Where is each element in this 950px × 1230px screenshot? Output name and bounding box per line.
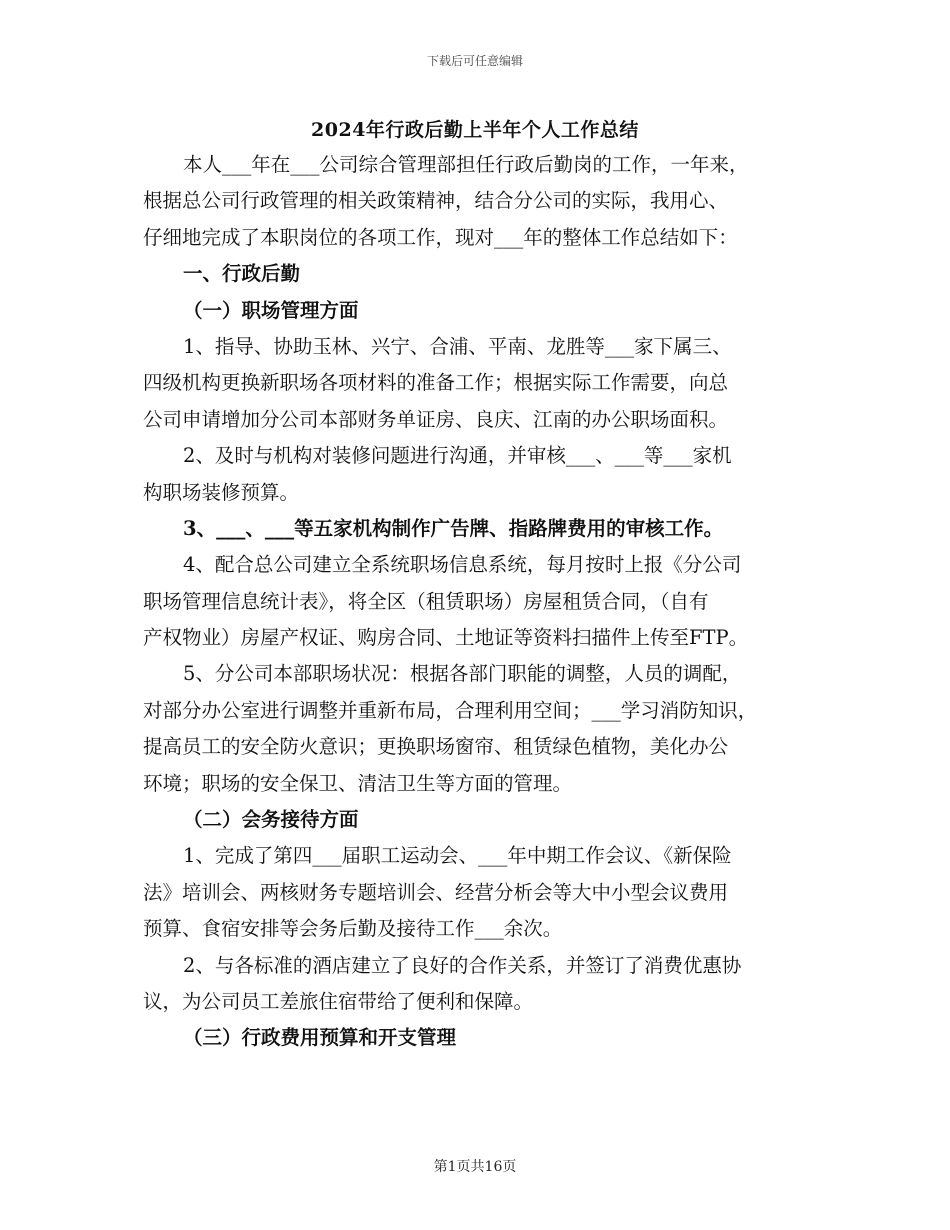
paragraph-line: 构职场装修预算。 xyxy=(143,480,300,504)
document-title: 2024年行政后勤上半年个人工作总结 xyxy=(311,119,639,141)
paragraph-line: 仔细地完成了本职岗位的各项工作，现对___年的整体工作总结如下： xyxy=(143,225,738,249)
subsection-heading: （一）职场管理方面 xyxy=(183,298,359,322)
paragraph-line: 职场管理信息统计表》，将全区（租赁职场）房屋租赁合同，（自有 xyxy=(143,589,709,613)
paragraph-line: 法》培训会、两核财务专题培训会、经营分析会等大中小型会议费用 xyxy=(143,880,729,904)
paragraph-line: 对部分办公室进行调整并重新布局，合理利用空间；___学习消防知识， xyxy=(143,698,758,722)
paragraph-line: 公司申请增加分公司本部财务单证房、良庆、江南的办公职场面积。 xyxy=(143,407,729,431)
document-body xyxy=(143,147,823,1057)
subsection-heading: （三）行政费用预算和开支管理 xyxy=(183,1026,457,1050)
paragraph-line: 四级机构更换新职场各项材料的准备工作；根据实际工作需要，向总 xyxy=(143,371,729,395)
paragraph-line: 产权物业）房屋产权证、购房合同、土地证等资料扫描件上传至FTP。 xyxy=(143,626,749,650)
paragraph-line: 议，为公司员工差旅住宿带给了便利和保障。 xyxy=(143,989,534,1013)
paragraph-line: 1、指导、协助玉林、兴宁、合浦、平南、龙胜等___家下属三、 xyxy=(183,334,732,358)
subsection-heading: （二）会务接待方面 xyxy=(183,808,359,832)
paragraph-line: 2、及时与机构对装修问题进行沟通，并审核___、___等___家机 xyxy=(183,444,732,468)
paragraph-line: 本人___年在___公司综合管理部担任行政后勤岗的工作，一年来， xyxy=(183,153,749,176)
paragraph-line: 2、与各标准的酒店建立了良好的合作关系，并签订了消费优惠协 xyxy=(183,953,742,977)
page-header-note: 下载后可任意编辑 xyxy=(426,54,523,68)
paragraph-line: 4、配合总公司建立全系统职场信息系统，每月按时上报《分公司 xyxy=(183,553,742,577)
section-heading: 一、行政后勤 xyxy=(183,262,301,286)
paragraph-line: 根据总公司行政管理的相关政策精神，结合分公司的实际，我用心、 xyxy=(143,189,729,213)
page-number: 第1页共16页 xyxy=(433,1159,517,1175)
paragraph-line: 5、分公司本部职场状况：根据各部门职能的调整，人员的调配， xyxy=(183,662,742,686)
paragraph-line: 预算、食宿安排等会务后勤及接待工作___余次。 xyxy=(143,917,563,941)
paragraph-line: 1、完成了第四___届职工运动会、___年中期工作会议、《新保险 xyxy=(183,844,732,868)
paragraph-line: 提高员工的安全防火意识；更换职场窗帘、租赁绿色植物，美化办公 xyxy=(143,735,729,759)
paragraph-line-bold: 3、___、___等五家机构制作广告牌、指路牌费用的审核工作。 xyxy=(183,516,724,540)
paragraph-line: 环境；职场的安全保卫、清洁卫生等方面的管理。 xyxy=(143,771,573,795)
